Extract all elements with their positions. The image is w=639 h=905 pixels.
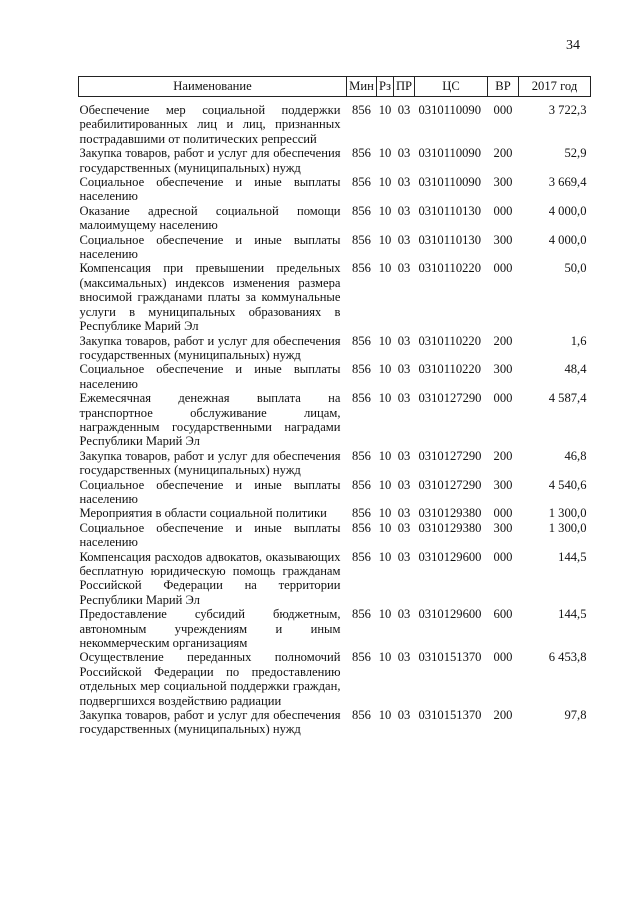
- row-amount: 4 000,0: [548, 203, 587, 218]
- row-min: 856: [352, 477, 371, 492]
- row-amount: 4 587,4: [548, 391, 587, 406]
- header-year: 2017 год: [519, 77, 591, 97]
- row-name: Социальное обеспечение и иные выплаты населению: [79, 477, 341, 506]
- table-row: [79, 204, 591, 233]
- row-pr: 03: [397, 333, 411, 348]
- row-min: 856: [352, 203, 371, 218]
- row-rz: 10: [378, 391, 392, 406]
- row-pr: 03: [397, 103, 411, 117]
- row-name: Осуществление переданных полномочий Российской Федерации по предоставлению отдельных мер социальной поддержки граждан, подвергшихся воздействию радиации: [79, 650, 341, 708]
- row-vr: 300: [493, 477, 513, 492]
- table-row: [79, 550, 591, 608]
- row-vr: 200: [493, 333, 513, 348]
- row-vr: 000: [493, 506, 513, 521]
- row-name: Социальное обеспечение и иные выплаты населению: [79, 362, 341, 391]
- table-row: [79, 391, 591, 449]
- row-cs: 0310110130: [418, 232, 482, 247]
- row-rz: 10: [378, 506, 392, 521]
- table-row: [79, 334, 591, 363]
- row-cs: 0310129600: [418, 549, 482, 564]
- table-row: [79, 478, 591, 507]
- header-rz: Рз: [377, 77, 394, 97]
- row-pr: 03: [397, 708, 411, 723]
- row-cs: 0310110220: [418, 362, 482, 377]
- row-cs: 0310151370: [418, 650, 482, 665]
- row-pr: 03: [397, 175, 411, 190]
- row-vr: 300: [493, 520, 513, 535]
- row-amount: 4 540,6: [548, 477, 587, 492]
- row-min: 856: [352, 448, 371, 463]
- row-vr: 300: [493, 362, 513, 377]
- row-cs: 0310127290: [418, 391, 482, 406]
- row-amount: 97,8: [564, 708, 587, 723]
- row-vr: 000: [493, 650, 513, 665]
- row-pr: 03: [397, 520, 411, 535]
- row-min: 856: [352, 175, 371, 190]
- row-min: 856: [352, 261, 371, 276]
- row-cs: 0310127290: [418, 477, 482, 492]
- row-cs: 0310110090: [418, 103, 482, 117]
- row-min: 856: [352, 549, 371, 564]
- row-rz: 10: [378, 146, 392, 161]
- row-cs: 0310129380: [418, 506, 482, 521]
- row-amount: 6 453,8: [548, 650, 587, 665]
- row-name: Закупка товаров, работ и услуг для обеспечения государственных (муниципальных) нужд: [79, 708, 341, 737]
- row-amount: 52,9: [564, 146, 587, 161]
- row-amount: 3 722,3: [548, 103, 587, 117]
- row-rz: 10: [378, 549, 392, 564]
- row-rz: 10: [378, 520, 392, 535]
- row-amount: 1 300,0: [548, 506, 587, 521]
- row-cs: 0310110220: [418, 261, 482, 276]
- row-rz: 10: [378, 103, 392, 117]
- table-row: [79, 175, 591, 204]
- row-vr: 000: [493, 391, 513, 406]
- row-cs: 0310110220: [418, 333, 482, 348]
- table-row: [79, 708, 591, 737]
- row-rz: 10: [378, 333, 392, 348]
- row-amount: 144,5: [558, 607, 587, 622]
- row-vr: 000: [493, 261, 513, 276]
- row-pr: 03: [397, 391, 411, 406]
- table-row: [79, 521, 591, 550]
- row-rz: 10: [378, 650, 392, 665]
- row-vr: 200: [493, 448, 513, 463]
- row-rz: 10: [378, 708, 392, 723]
- row-min: 856: [352, 708, 371, 723]
- row-pr: 03: [397, 506, 411, 521]
- page-number: 34: [566, 38, 580, 53]
- row-amount: 48,4: [564, 362, 587, 377]
- row-pr: 03: [397, 203, 411, 218]
- row-vr: 200: [493, 708, 513, 723]
- table-header: [79, 77, 591, 97]
- row-pr: 03: [397, 607, 411, 622]
- row-vr: 000: [493, 203, 513, 218]
- row-amount: 3 669,4: [548, 175, 587, 190]
- row-cs: 0310110090: [418, 146, 482, 161]
- row-cs: 0310129380: [418, 520, 482, 535]
- row-vr: 300: [493, 175, 513, 190]
- table-row: [79, 362, 591, 391]
- table-row: [79, 607, 591, 650]
- row-min: 856: [352, 333, 371, 348]
- row-pr: 03: [397, 232, 411, 247]
- row-vr: 000: [493, 549, 513, 564]
- row-rz: 10: [378, 362, 392, 377]
- row-name: Обеспечение мер социальной поддержки реабилитированных лиц и лиц, признанных пострадавшими от политических репрессий: [79, 103, 341, 146]
- row-cs: 0310151370: [418, 708, 482, 723]
- row-min: 856: [352, 391, 371, 406]
- row-rz: 10: [378, 607, 392, 622]
- row-min: 856: [352, 607, 371, 622]
- header-pr: ПР: [394, 77, 415, 97]
- row-amount: 1,6: [570, 333, 587, 348]
- table-row: [79, 261, 591, 333]
- row-amount: 144,5: [558, 549, 587, 564]
- table-row: [79, 146, 591, 175]
- row-name: Социальное обеспечение и иные выплаты населению: [79, 520, 341, 550]
- row-min: 856: [352, 520, 371, 535]
- row-pr: 03: [397, 146, 411, 161]
- row-min: 856: [352, 506, 371, 521]
- table-body: [79, 97, 591, 737]
- row-name: Оказание адресной социальной помощи малоимущему населению: [79, 203, 341, 233]
- row-min: 856: [352, 650, 371, 665]
- row-cs: 0310127290: [418, 448, 482, 463]
- row-name: Социальное обеспечение и иные выплаты населению: [79, 232, 341, 262]
- header-cs: ЦС: [415, 77, 488, 97]
- row-name: Закупка товаров, работ и услуг для обеспечения государственных (муниципальных) нужд: [79, 333, 341, 362]
- header-vr: ВР: [488, 77, 519, 97]
- row-amount: 1 300,0: [548, 520, 587, 535]
- row-rz: 10: [378, 261, 392, 276]
- row-min: 856: [352, 103, 371, 117]
- row-pr: 03: [397, 549, 411, 564]
- row-name: Мероприятия в области социальной политики: [79, 506, 327, 521]
- row-name: Социальное обеспечение и иные выплаты населению: [79, 175, 341, 204]
- table-row: [79, 650, 591, 708]
- row-vr: 200: [493, 146, 513, 161]
- row-vr: 000: [493, 103, 513, 117]
- header-name: Наименование: [79, 77, 347, 97]
- budget-table: [78, 76, 591, 737]
- row-name: Компенсация при превышении предельных (максимальных) индексов изменения размера вносимой гражданами платы за коммунальные услуги в муниципальных образованиях в Республике Марий Эл: [79, 261, 341, 334]
- table-row: [79, 506, 591, 520]
- row-pr: 03: [397, 362, 411, 377]
- row-amount: 4 000,0: [548, 232, 587, 247]
- row-name: Закупка товаров, работ и услуг для обеспечения государственных (муниципальных) нужд: [79, 448, 341, 478]
- row-min: 856: [352, 362, 371, 377]
- table-row: [79, 97, 591, 147]
- row-rz: 10: [378, 448, 392, 463]
- row-cs: 0310110130: [418, 203, 482, 218]
- row-cs: 0310129600: [418, 607, 482, 622]
- row-pr: 03: [397, 448, 411, 463]
- row-pr: 03: [397, 261, 411, 276]
- row-vr: 600: [493, 607, 513, 622]
- row-rz: 10: [378, 175, 392, 190]
- row-rz: 10: [378, 232, 392, 247]
- row-pr: 03: [397, 650, 411, 665]
- row-rz: 10: [378, 477, 392, 492]
- row-name: Компенсация расходов адвокатов, оказывающих бесплатную юридическую помощь гражданам Российской Федерации на территории Республики Марий Эл: [79, 549, 341, 607]
- row-amount: 50,0: [564, 261, 587, 276]
- row-name: Закупка товаров, работ и услуг для обеспечения государственных (муниципальных) нужд: [79, 146, 341, 175]
- row-min: 856: [352, 146, 371, 161]
- row-amount: 46,8: [564, 448, 587, 463]
- row-min: 856: [352, 232, 371, 247]
- header-min: Мин: [347, 77, 377, 97]
- row-rz: 10: [378, 203, 392, 218]
- table-row: [79, 233, 591, 262]
- row-vr: 300: [493, 232, 513, 247]
- table-row: [79, 449, 591, 478]
- row-pr: 03: [397, 477, 411, 492]
- row-name: Ежемесячная денежная выплата на транспортное обслуживание лицам, награжденным государственными наградами Республики Марий Эл: [79, 391, 341, 449]
- row-cs: 0310110090: [418, 175, 482, 190]
- row-name: Предоставление субсидий бюджетным, автономным учреждениям и иным некоммерческим организациям: [79, 607, 341, 651]
